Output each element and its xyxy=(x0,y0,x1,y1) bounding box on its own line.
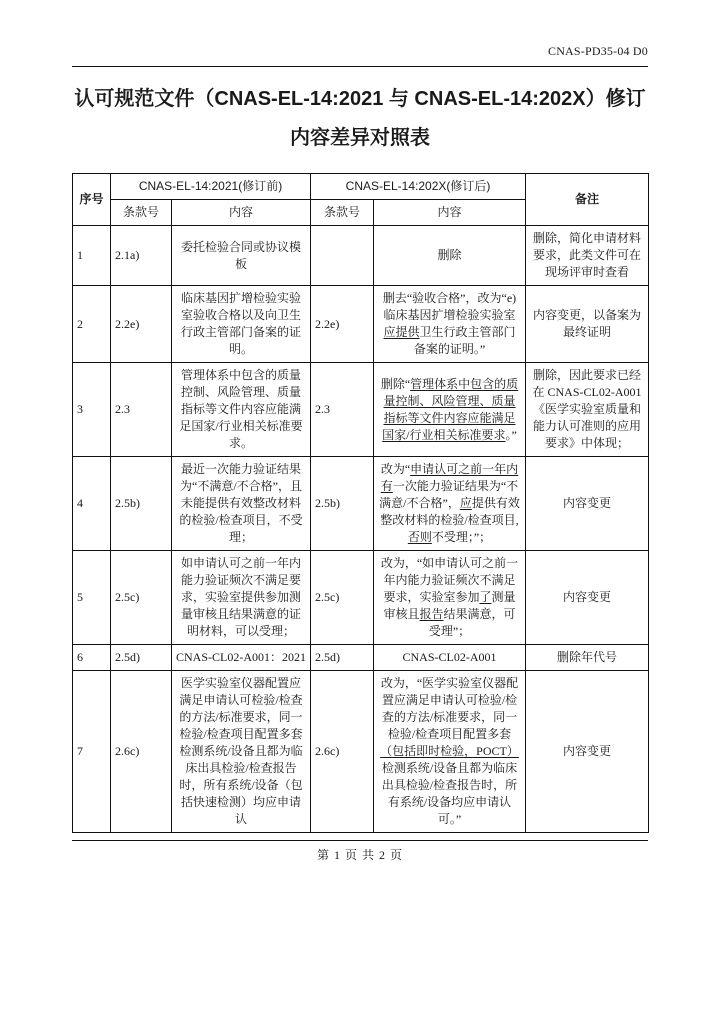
header-rule xyxy=(72,66,648,67)
seq-cell: 5 xyxy=(73,551,111,645)
column-header-seq: 序号 xyxy=(73,174,111,226)
column-header-clause-after: 条款号 xyxy=(311,200,374,226)
remark-cell: 内容变更 xyxy=(526,457,649,551)
clause-before-cell: 2.5d) xyxy=(111,645,172,671)
remark-cell: 删除，因此要求已经在 CNAS-CL02-A001《医学实验室质量和能力认可准则的应用要求》中体现； xyxy=(526,363,649,457)
clause-after-cell: 2.6c) xyxy=(311,671,374,833)
document-title xyxy=(72,80,648,158)
content-after-cell: 删除“管理体系中包含的质量控制、风险管理、质量指标等文件内容应能满足国家/行业相关标准要求。” xyxy=(374,363,526,457)
clause-before-cell: 2.5c) xyxy=(111,551,172,645)
table-row xyxy=(73,286,649,363)
table-row xyxy=(73,457,649,551)
seq-cell: 4 xyxy=(73,457,111,551)
title-line-1: 认可规范文件（CNAS-EL-14:2021 与 CNAS-EL-14:202X）修订 xyxy=(74,88,646,110)
clause-after-cell: 2.2e) xyxy=(311,286,374,363)
clause-before-cell: 2.1a) xyxy=(111,226,172,286)
content-after-cell: 删除 xyxy=(374,226,526,286)
content-after-cell: 删去“验收合格”，改为“e) 临床基因扩增检验实验室应提供卫生行政主管部门备案的证明。” xyxy=(374,286,526,363)
title-line-2: 内容差异对照表 xyxy=(290,127,430,149)
content-before-cell: 医学实验室仪器配置应满足申请认可检验/检查的方法/标准要求，同一检验/检查项目配置多套检测系统/设备且都为临床出具检验/检查报告时，所有系统/设备（包括快速检测）均应申请认 xyxy=(172,671,311,833)
doc-code: CNAS-PD35-04 D0 xyxy=(547,44,648,58)
content-after-cell: 改为“申请认可之前一年内有一次能力验证结果为“不满意/不合格”，应提供有效整改材料的检验/检查项目,否则不受理；”； xyxy=(374,457,526,551)
content-after-cell: 改为，“如申请认可之前一年内能力验证频次不满足要求，实验室参加了测量审核且报告结果满意，可受理”； xyxy=(374,551,526,645)
clause-after-cell: 2.5c) xyxy=(311,551,374,645)
clause-before-cell: 2.6c) xyxy=(111,671,172,833)
column-header-after-group: CNAS-EL-14:202X(修订后) xyxy=(311,174,526,200)
clause-after-cell: 2.5b) xyxy=(311,457,374,551)
remark-cell: 内容变更 xyxy=(526,671,649,833)
content-before-cell: 临床基因扩增检验实验室验收合格以及向卫生行政主管部门备案的证明。 xyxy=(172,286,311,363)
remark-cell: 内容变更，以备案为最终证明 xyxy=(526,286,649,363)
content-before-cell: 最近一次能力验证结果为“不满意/不合格”，且未能提供有效整改材料的检验/检查项目，不受理； xyxy=(172,457,311,551)
clause-before-cell: 2.2e) xyxy=(111,286,172,363)
seq-cell: 2 xyxy=(73,286,111,363)
column-header-clause-before: 条款号 xyxy=(111,200,172,226)
column-header-before-group: CNAS-EL-14:2021(修订前) xyxy=(111,174,311,200)
table-row xyxy=(73,671,649,833)
clause-after-cell: 2.3 xyxy=(311,363,374,457)
remark-cell: 内容变更 xyxy=(526,551,649,645)
column-header-remark: 备注 xyxy=(526,174,649,226)
content-before-cell: CNAS-CL02-A001：2021 xyxy=(172,645,311,671)
comparison-table xyxy=(72,173,649,833)
column-header-content-before: 内容 xyxy=(172,200,311,226)
content-before-cell: 如申请认可之前一年内能力验证频次不满足要求，实验室提供参加测量审核且结果满意的证明材料，可以受理； xyxy=(172,551,311,645)
footer-rule xyxy=(72,840,648,841)
remark-cell: 删除年代号 xyxy=(526,645,649,671)
table-header-row-1 xyxy=(73,174,649,200)
clause-before-cell: 2.3 xyxy=(111,363,172,457)
content-after-cell: CNAS-CL02-A001 xyxy=(374,645,526,671)
seq-cell: 7 xyxy=(73,671,111,833)
table-row xyxy=(73,226,649,286)
table-body xyxy=(73,226,649,833)
page-number: 第 1 页 共 2 页 xyxy=(316,848,403,862)
content-before-cell: 管理体系中包含的质量控制、风险管理、质量指标等文件内容应能满足国家/行业相关标准要求。 xyxy=(172,363,311,457)
table-row xyxy=(73,645,649,671)
clause-after-cell xyxy=(311,226,374,286)
column-header-content-after: 内容 xyxy=(374,200,526,226)
seq-cell: 3 xyxy=(73,363,111,457)
table-row xyxy=(73,551,649,645)
seq-cell: 6 xyxy=(73,645,111,671)
content-before-cell: 委托检验合同或协议模板 xyxy=(172,226,311,286)
clause-before-cell: 2.5b) xyxy=(111,457,172,551)
seq-cell: 1 xyxy=(73,226,111,286)
table-row xyxy=(73,363,649,457)
content-after-cell: 改为，“医学实验室仪器配置应满足申请认可检验/检查的方法/标准要求，同一检验/检查项目配置多套（包括即时检验，POCT）检测系统/设备且都为临床出具检验/检查报告时，所有系统/设备均应申请认可。” xyxy=(374,671,526,833)
remark-cell: 删除，简化申请材料要求，此类文件可在现场评审时查看 xyxy=(526,226,649,286)
clause-after-cell: 2.5d) xyxy=(311,645,374,671)
